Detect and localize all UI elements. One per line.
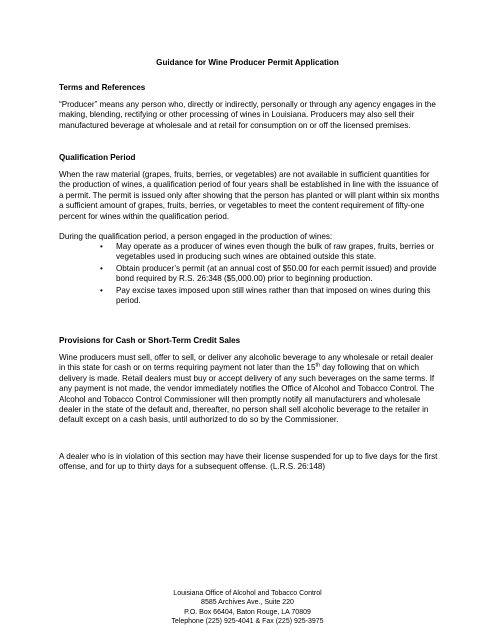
credit-text-part2: day following that on which delivery is made. Retail dealers must buy or accept delivery of any such beverages on the same terms. If any payment is not made, the vendor immediately notifies the Office of Alcohol and Tobacco Control. The Alcohol and Tobacco Control Commissioner will then promptly notify all manufacturers and wholesale dealer in the state of the default and, thereafter, no person shall sell alcoholic beverage to the retailer in default except on a cash basis, until authorized to do so by the Commissioner. [59,363,435,425]
footer-street: 8585 Archives Ave., Suite 220 [201,599,294,607]
list-item-text: May operate as a producer of wines even though the bulk of raw grapes, fruits, berries or vegetables used in producing such wines are obtained outside this state. [116,242,435,262]
qualification-heading: Qualification Period [59,153,136,162]
terms-heading: Terms and References [59,83,146,92]
credit-paragraph [59,353,441,426]
footer-agency-name: Louisiana Office of Alcohol and Tobacco Control [173,590,322,597]
bullet-icon: • [100,285,103,295]
credit-text-part1: Wine producers must sell, offer to sell, or deliver any alcoholic beverage to any wholesale or retail dealer in this state for cash or on terms requiring payment not later than the 15 [59,353,434,373]
footer-address [0,589,495,627]
bullet-icon: • [100,263,103,273]
list-item-text: Pay excise taxes imposed upon still wines rather than that imposed on wines during this period. [116,285,431,306]
ordinal-suffix: th [315,362,321,369]
qualification-intro: During the qualification period, a person engaged in the production of wines: [59,232,333,241]
footer-phone-fax: Telephone (225) 925-4041 & Fax (225) 925-3975 [171,618,324,626]
list-item [100,242,440,263]
list-item-text: Obtain producer’s permit (at an annual cost of $50.00 for each permit issued) and provide bond required by R.S. 26:348 ($5,000.00) prior to beginning production. [116,263,437,284]
violation-paragraph: A dealer who is in violation of this section may have their license suspended for up to five days for the first offense, and for up to thirty days for a subsequent offense. (L.R.S. 26:148) [59,452,438,472]
credit-heading: Provisions for Cash or Short-Term Credit Sales [59,336,241,345]
qualification-paragraph: When the raw material (grapes, fruits, berries, or vegetables) are not available in sufficient quantities for the production of wines, a qualification period of four years shall be established in line with the issuance of a permit. The permit is issued only after showing that the person has planted or will plant within six months a sufficient amount of grapes, fruits, berries, or vegetables to meet the content requirement of fifty-one percent for wines within the qualification period. [59,170,440,221]
terms-paragraph: “Producer” means any person who, directly or indirectly, personally or through any agency engages in the making, blending, rectifying or other processing of wines in Louisiana. Producers may also sell their manufactured beverage at wholesale and at retail for consumption on or off the licensed premises. [59,100,436,130]
qualification-bullet-list [100,242,440,307]
list-item [100,264,440,285]
footer-po-box: P.O. Box 66404, Baton Rouge, LA 70809 [184,608,311,616]
bullet-icon: • [100,242,103,251]
document-title: Guidance for Wine Producer Permit Application [156,58,339,67]
list-item [100,286,440,307]
